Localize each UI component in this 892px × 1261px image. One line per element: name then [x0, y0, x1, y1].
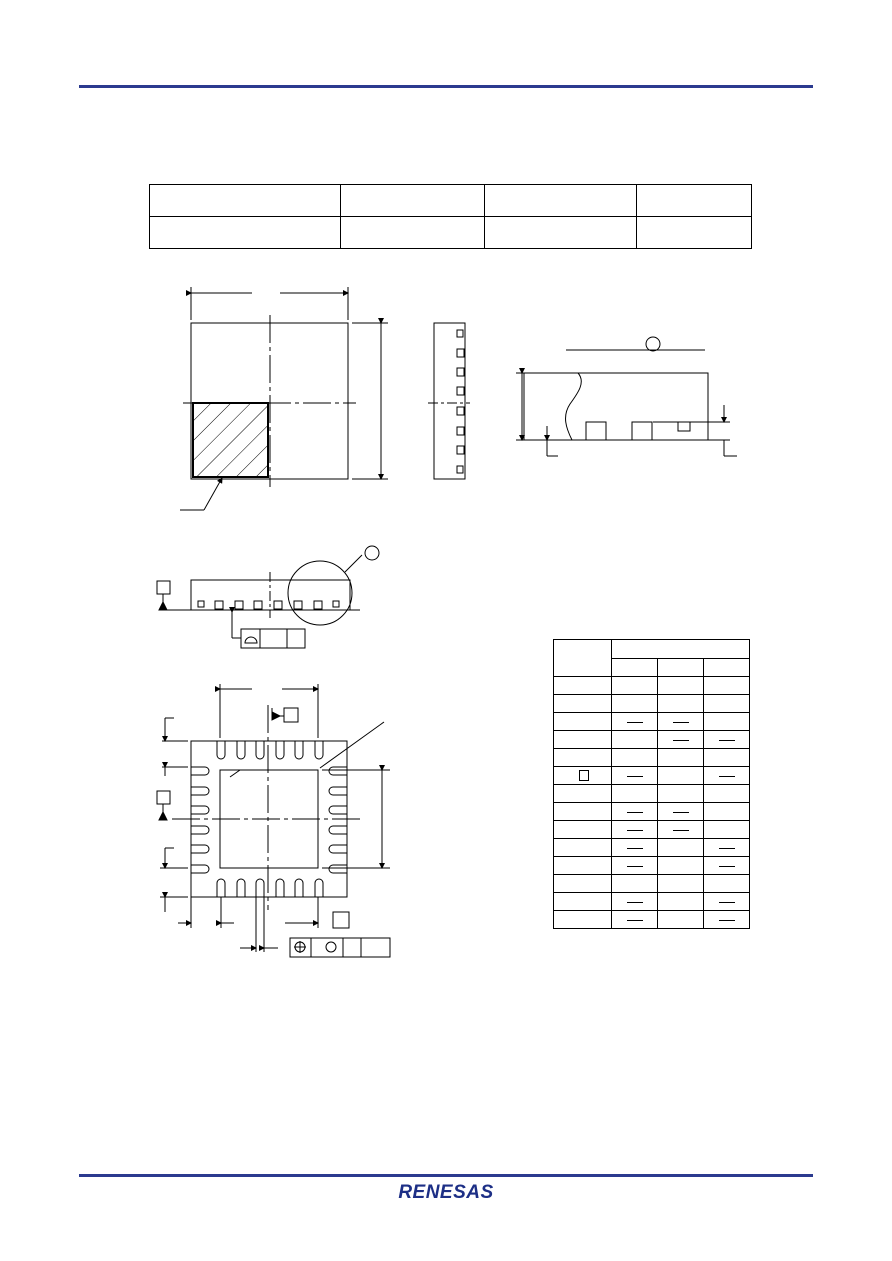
table-cell: [704, 911, 750, 929]
table-cell: [612, 767, 658, 785]
dash-mark: [719, 740, 735, 741]
table-cell: [612, 749, 658, 767]
bottom-view: [157, 684, 390, 957]
dash-mark: [627, 920, 643, 921]
table-cell: [612, 677, 658, 695]
dash-mark: [673, 830, 689, 831]
table-cell: [612, 875, 658, 893]
table-cell: [554, 767, 612, 785]
table-cell: [704, 767, 750, 785]
table-row: [554, 677, 750, 695]
table-cell: [658, 803, 704, 821]
renesas-logo: [380, 1180, 512, 1202]
table-cell: [612, 713, 658, 731]
dash-mark: [719, 902, 735, 903]
box-symbol: [579, 770, 589, 781]
table-cell: [704, 731, 750, 749]
table-cell: [658, 713, 704, 731]
table-cell: [658, 658, 704, 677]
table-cell: [658, 857, 704, 875]
table-cell: [554, 875, 612, 893]
table-cell: [554, 893, 612, 911]
table-row: [554, 695, 750, 713]
table-cell: [704, 857, 750, 875]
dash-mark: [719, 848, 735, 849]
table-cell: [612, 640, 750, 659]
table-cell: [658, 749, 704, 767]
table-cell: [658, 767, 704, 785]
table-cell: [554, 640, 612, 677]
detail-view: [516, 337, 737, 456]
table-cell: [554, 911, 612, 929]
table-cell: [554, 749, 612, 767]
table-cell: [704, 875, 750, 893]
table-cell: [612, 857, 658, 875]
table-cell: [658, 893, 704, 911]
dash-mark: [627, 830, 643, 831]
table-cell: [612, 658, 658, 677]
table-cell: [612, 893, 658, 911]
footer-rule: [79, 1174, 813, 1177]
dash-mark: [719, 866, 735, 867]
table-cell: [658, 839, 704, 857]
table-row: [554, 749, 750, 767]
table-cell: [704, 803, 750, 821]
table-cell: [612, 821, 658, 839]
table-cell: [554, 857, 612, 875]
table-cell: [554, 803, 612, 821]
table-row: [554, 803, 750, 821]
table-cell: [658, 731, 704, 749]
table-cell: [612, 803, 658, 821]
table-cell: [658, 677, 704, 695]
table-cell: [704, 893, 750, 911]
dash-mark: [627, 848, 643, 849]
logo-text: RENESAS: [398, 1182, 494, 1202]
table-cell: [658, 785, 704, 803]
table-cell: [554, 785, 612, 803]
dimension-table-header-row: [554, 640, 750, 659]
dash-mark: [627, 776, 643, 777]
table-cell: [704, 785, 750, 803]
table-cell: [658, 695, 704, 713]
dash-mark: [627, 866, 643, 867]
dash-mark: [673, 722, 689, 723]
table-cell: [554, 731, 612, 749]
table-row: [554, 893, 750, 911]
table-cell: [658, 911, 704, 929]
table-cell: [658, 821, 704, 839]
table-cell: [704, 677, 750, 695]
table-row: [554, 767, 750, 785]
table-cell: [612, 839, 658, 857]
dash-mark: [673, 812, 689, 813]
dash-mark: [627, 902, 643, 903]
dash-mark: [719, 920, 735, 921]
table-row: [554, 911, 750, 929]
dash-mark: [673, 740, 689, 741]
table-cell: [554, 695, 612, 713]
table-row: [554, 821, 750, 839]
table-cell: [704, 658, 750, 677]
table-row: [554, 857, 750, 875]
table-cell: [554, 821, 612, 839]
top-view: [180, 287, 388, 510]
table-cell: [612, 911, 658, 929]
dash-mark: [719, 776, 735, 777]
dash-mark: [627, 722, 643, 723]
dash-mark: [627, 812, 643, 813]
dimension-table-body: [554, 677, 750, 929]
table-cell: [554, 839, 612, 857]
table-cell: [704, 821, 750, 839]
table-cell: [612, 785, 658, 803]
table-cell: [612, 731, 658, 749]
side-elevation: [157, 546, 379, 648]
side-view: [428, 323, 470, 479]
table-cell: [704, 695, 750, 713]
table-row: [554, 875, 750, 893]
table-row: [554, 731, 750, 749]
table-cell: [554, 713, 612, 731]
table-row: [554, 713, 750, 731]
table-cell: [658, 875, 704, 893]
table-row: [554, 839, 750, 857]
table-cell: [704, 749, 750, 767]
table-cell: [704, 713, 750, 731]
table-cell: [704, 839, 750, 857]
table-row: [554, 785, 750, 803]
dimension-table: [553, 639, 750, 929]
table-cell: [554, 677, 612, 695]
table-cell: [612, 695, 658, 713]
